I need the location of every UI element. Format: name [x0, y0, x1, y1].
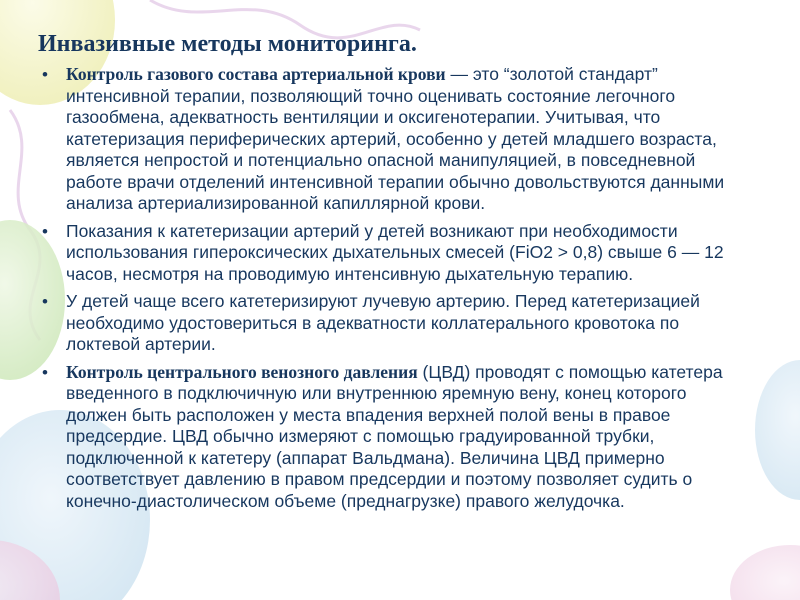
bullet-item — [36, 221, 748, 286]
bullet-list — [36, 64, 748, 518]
bullet-icon: • — [42, 362, 48, 382]
bullet-bold-lead: Контроль газового состава артериальной крови — [66, 64, 446, 84]
bullet-item — [36, 291, 748, 356]
bullet-text: У детей чаще всего катетеризируют лучевую артерию. Перед катетеризацией необходимо удостовериться в адекватности коллатерального кровотока по локтевой артерии. — [66, 291, 700, 354]
bullet-text: (ЦВД) проводят с помощью катетера введенного в подключичную или внутреннюю яремную вену, конец которого должен быть расположен у места впадения верхней полой вены в правое предсердие. ЦВД обычно измеряют с помощью градуированной трубки, подключенной к катетеру (аппарат Вальдмана). Величина ЦВД примерно соответствует давлению в правом предсердии и поэтому позволяет судить о конечно-диастолическом объеме (преднагрузке) правого желудочка. — [66, 361, 723, 511]
bullet-icon: • — [42, 292, 48, 311]
bullet-bold-lead: Контроль центрального венозного давления — [66, 361, 418, 382]
bullet-item — [36, 362, 748, 513]
bullet-icon: • — [42, 65, 48, 84]
bullet-item — [36, 64, 748, 215]
bullet-text: Показания к катетеризации артерий у детей возникают при необходимости использования гипероксических дыхательных смесей (FiO2 > 0,8) свыше 6 — 12 часов, несмотря на проводимую интенсивную дыхательную терапию. — [66, 220, 724, 284]
bullet-icon: • — [42, 221, 48, 241]
bullet-text: — это “золотой стандарт” интенсивной терапии, позволяющий точно оценивать состояние легочного газообмена, адекватность вентиляции и оксигенотерапии. Учитывая, что катетеризация периферических артерий, особенно у детей младшего возраста, является непростой и потенциально опасной манипуляцией, в повседневной работе врачи отделений интенсивной терапии обычно довольствуются данными анализа артериализированной капиллярной крови. — [66, 64, 725, 213]
slide-title: Инвазивные методы мониторинга. — [38, 31, 417, 57]
